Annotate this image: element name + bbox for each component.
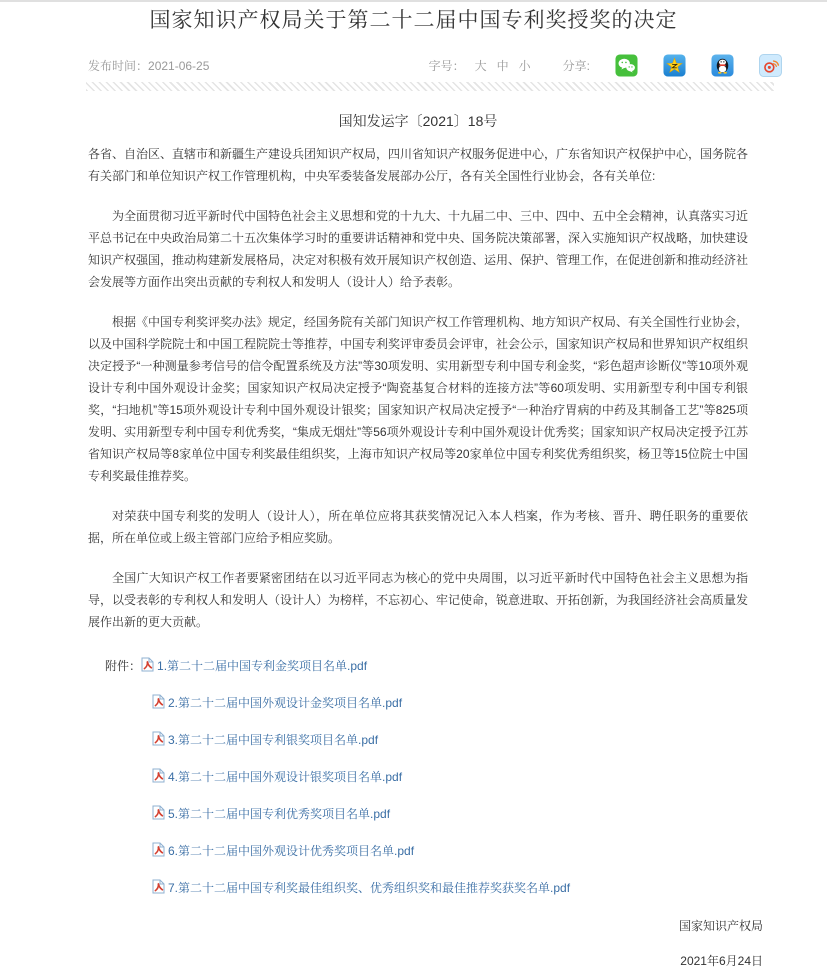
- article-body: [0, 143, 827, 633]
- body-paragraph: 各省、自治区、直辖市和新疆生产建设兵团知识产权局，四川省知识产权服务促进中心，广东省知识产权保护中心，国务院各有关部门和单位知识产权工作管理机构，中央军委装备发展部办公厅，各有关全国性行业协会，各有关单位:: [88, 147, 749, 183]
- pdf-icon: [141, 657, 154, 679]
- attachment-row: [152, 840, 827, 864]
- publish-time-label: 发布时间：: [88, 58, 149, 73]
- attachment-link[interactable]: 7.第二十二届中国专利奖最佳组织奖、优秀组织奖和最佳推荐奖获奖名单.pdf: [168, 881, 571, 895]
- attachment-link[interactable]: 6.第二十二届中国外观设计优秀奖项目名单.pdf: [168, 844, 415, 858]
- attachment-link[interactable]: 5.第二十二届中国专利优秀奖项目名单.pdf: [168, 807, 391, 821]
- hatched-divider: [86, 82, 774, 91]
- attachment-row: [152, 803, 827, 827]
- font-size-large-button[interactable]: 大: [474, 58, 487, 73]
- share-wechat-icon[interactable]: [615, 54, 638, 77]
- document-number: 国知发运字〔2021〕18号: [338, 113, 498, 129]
- body-paragraph: 全国广大知识产权工作者要紧密团结在以习近平同志为核心的党中央周围，以习近平新时代中国特色社会主义思想为指导，以受表彰的专利权人和发明人（设计人）为榜样，不忘初心、牢记使命，锐意进取、开拓创新，为我国经济社会高质量发展作出新的更大贡献。: [88, 571, 749, 629]
- font-size-small-button[interactable]: 小: [518, 58, 531, 73]
- pdf-icon: [152, 805, 165, 827]
- publish-time-value: 2021-06-25: [148, 58, 210, 73]
- signature-date: 2021年6月24日: [680, 954, 763, 968]
- attachment-link[interactable]: 4.第二十二届中国外观设计银奖项目名单.pdf: [168, 770, 403, 784]
- share-qq-icon[interactable]: [711, 54, 734, 77]
- share-weibo-icon[interactable]: [759, 54, 782, 77]
- publish-time: [88, 57, 209, 74]
- share-label: 分享:: [562, 58, 590, 73]
- attachment-row: [105, 655, 827, 679]
- pdf-icon: [152, 768, 165, 790]
- share-qzone-icon[interactable]: [663, 54, 686, 77]
- pdf-icon: [152, 731, 165, 753]
- attachment-link[interactable]: 3.第二十二届中国专利银奖项目名单.pdf: [168, 733, 379, 747]
- pdf-icon: [152, 842, 165, 864]
- meta-bar: [88, 53, 782, 77]
- pdf-icon: [152, 694, 165, 716]
- body-paragraph: 对荣获中国专利奖的发明人（设计人），所在单位应将其获奖情况记入本人档案，作为考核、晋升、聘任职务的重要依据，所在单位或上级主管部门应给予相应奖励。: [88, 509, 748, 545]
- attachment-row: [152, 766, 827, 790]
- attachment-row: [152, 729, 827, 753]
- page-title: 国家知识产权局关于第二十二届中国专利奖授奖的决定: [149, 9, 678, 32]
- attachment-row: [152, 877, 827, 901]
- attachments-label: 附件：: [105, 659, 142, 673]
- attachment-link[interactable]: 2.第二十二届中国外观设计金奖项目名单.pdf: [168, 696, 403, 710]
- body-paragraph: 为全面贯彻习近平新时代中国特色社会主义思想和党的十九大、十九届二中、三中、四中、五中全会精神，认真落实习近平总书记在中央政治局第二十五次集体学习时的重要讲话精神和党中央、国务院决策部署，深入实施知识产权战略，加快建设知识产权强国，推动构建新发展格局，决定对积极有效开展知识产权创造、运用、保护、管理工作，在促进创新和推动经济社会发展等方面作出突出贡献的专利权人和发明人（设计人）给予表彰。: [88, 209, 749, 289]
- attachment-row: [152, 692, 827, 716]
- body-paragraph: 根据《中国专利奖评奖办法》规定，经国务院有关部门知识产权工作管理机构、地方知识产权局、有关全国性行业协会，以及中国科学院院士和中国工程院院士等推荐，中国专利奖评审委员会评审，社会公示，国家知识产权局和世界知识产权组织决定授予“一种测量参考信号的信令配置系统及方法”等30项发明、实用新型专利中国专利金奖，“彩色超声诊断仪”等10项外观设计专利中国外观设计金奖；国家知识产权局决定授予“陶瓷基复合材料的连接方法”等60项发明、实用新型专利中国专利银奖，“扫地机”等15项外观设计专利中国外观设计银奖；国家知识产权局决定授予“一种治疗胃病的中药及其制备工艺”等825项发明、实用新型专利中国专利优秀奖，“集成无烟灶”等56项外观设计专利中国外观设计优秀奖；国家知识产权局决定授予江苏省知识产权局等8家单位中国专利奖最佳组织奖，上海市知识产权局等20家单位中国专利奖优秀组织奖，杨卫等15位院士中国专利奖最佳推荐奖。: [88, 315, 749, 483]
- attachment-list: [0, 655, 827, 901]
- signature-block: [0, 915, 827, 972]
- font-size-label: 字号：: [428, 58, 465, 73]
- font-size-medium-button[interactable]: 中: [496, 58, 509, 73]
- signature-org: 国家知识产权局: [678, 919, 763, 933]
- pdf-icon: [152, 879, 165, 901]
- page-top-divider: [0, 0, 827, 2]
- attachment-link[interactable]: 1.第二十二届中国专利金奖项目名单.pdf: [157, 659, 368, 673]
